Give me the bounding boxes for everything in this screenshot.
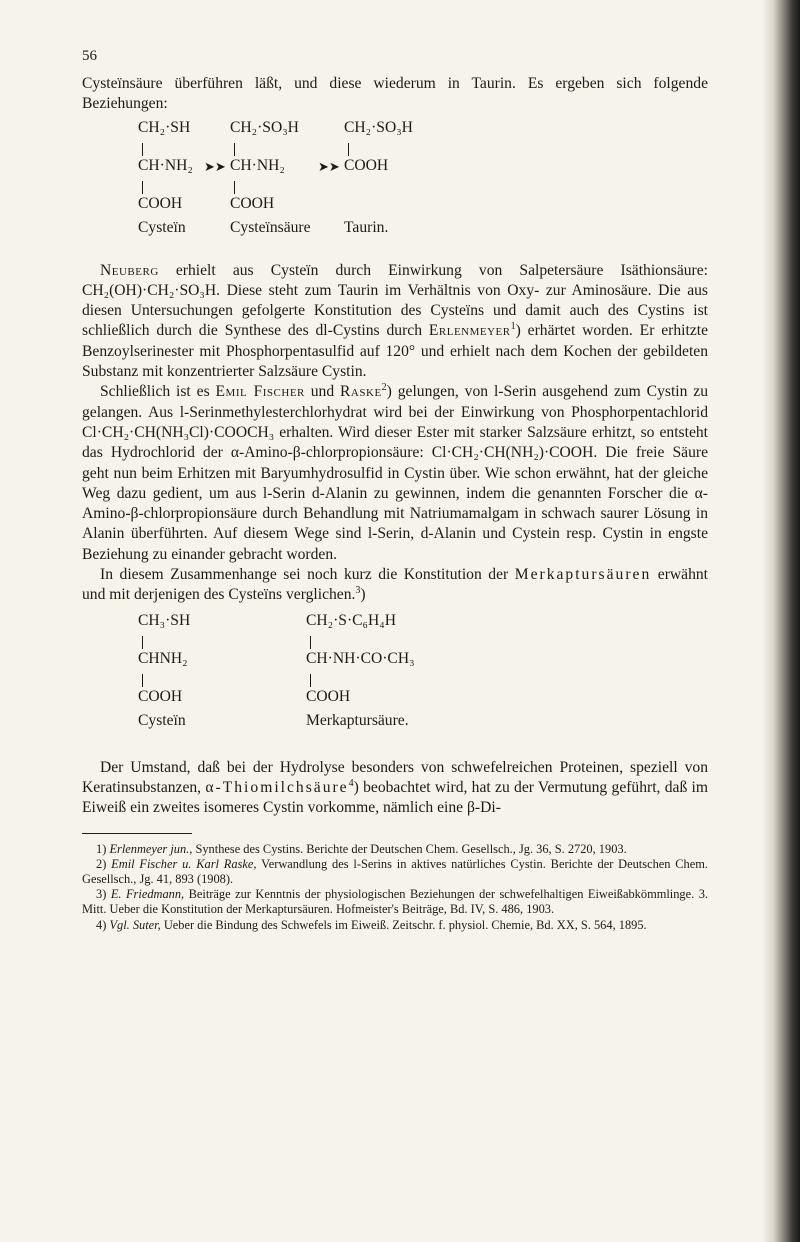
formula-text: COOH bbox=[138, 687, 183, 705]
paragraph-text: Der Umstand, daß bei der Hydrolyse besonders von schwefelreichen Proteinen, speziell von Keratinsubstanzen, bbox=[82, 758, 708, 796]
formula-label: Taurin. bbox=[344, 218, 389, 236]
emphasized-term: Merkaptursäuren bbox=[514, 566, 652, 584]
paragraph-intro: Cysteïnsäure überführen läßt, und diese wiederum in Taurin. Es ergeben sich folgende Beziehungen: bbox=[82, 75, 708, 113]
paragraph-thiomilch: Der Umstand, daß bei der Hydrolyse besonders von schwefelreichen Proteinen, speziell von Keratinsubstanzen, α-Thiomilchsäure$^4$) beobachtet wird, hat zu der Vermutung geführt, daß im Eiweiß ein zweites isomeres Cystin vorkomme, nämlich eine β-Di- bbox=[82, 758, 708, 817]
author-name: Emil Fischer bbox=[215, 383, 305, 401]
bond-line bbox=[310, 674, 311, 687]
author-name: Raske bbox=[340, 383, 382, 401]
paragraph-text: erhielt aus Cysteïn durch Einwirkung von Salpetersäure Isäthionsäure: CH₂(OH)·CH₂·SO₃H. Diese steht zum Taurin im Verhältnis von Oxy- zur Aminosäure. Die aus diesen Untersuchungen gefolgerte Konstitution des Cysteïns und damit auch des Cystins ist schließlich durch die Synthese des dl-Cystins durch bbox=[82, 261, 708, 340]
footnote-author: Vgl. Suter, bbox=[109, 917, 161, 932]
formula-text: COOH bbox=[306, 687, 351, 705]
footnote-ref: 2 bbox=[381, 382, 387, 394]
formula-cystein-taurin bbox=[82, 119, 708, 259]
paragraph-text: beobachtet wird, hat zu der Vermutung geführt, daß im Eiweiß ein zweites isomeres Cystin vorkomme, nämlich eine β-Di- bbox=[82, 778, 708, 817]
footnote-number: 2) bbox=[96, 856, 107, 871]
formula-text: CH₂·SH bbox=[138, 118, 191, 136]
formula-label: Cysteïn bbox=[138, 218, 186, 236]
formula-text: CH₂·SO₃H bbox=[344, 118, 413, 136]
bond-line bbox=[142, 181, 143, 194]
emphasized-term: α-Thiomilchsäure bbox=[205, 778, 349, 796]
page-number: 56 bbox=[82, 48, 97, 64]
paragraph-merkaptur: In diesem Zusammenhange sei noch kurz die Konstitution der Merkaptursäuren erwähnt und mit derjenigen des Cysteïns verglichen.$^3$) bbox=[82, 566, 709, 604]
bond-line bbox=[142, 636, 143, 649]
footnote-author: Emil Fischer u. Karl Raske, bbox=[111, 856, 257, 871]
footnote-text: Synthese des Cystins. Berichte der Deutschen Chem. Gesellsch., Jg. 36, S. 2720, 1903. bbox=[192, 841, 627, 856]
bond-line bbox=[348, 143, 349, 156]
bond-line bbox=[142, 674, 143, 687]
formula-text: COOH bbox=[138, 194, 183, 212]
footnote-ref: 4 bbox=[348, 777, 354, 789]
paragraph-fischer bbox=[82, 382, 708, 565]
arrow-icon: ➤➤ bbox=[204, 158, 226, 174]
formula-text: CHNH₂ bbox=[138, 649, 188, 667]
paragraph-text: erwähnt und mit derjenigen des Cysteïns verglichen. bbox=[82, 566, 709, 604]
footnote-text: Ueber die Bindung des Schwefels im Eiweiß. Zeitschr. f. physiol. Chemie, Bd. XX, S. 564, 1895. bbox=[160, 917, 647, 932]
arrow-icon: ➤➤ bbox=[318, 158, 340, 174]
formula-text: CH·NH·CO·CH₃ bbox=[306, 649, 415, 667]
bond-line bbox=[234, 143, 235, 156]
author-name: Erlenmeyer bbox=[428, 322, 511, 340]
author-name: Neuberg bbox=[100, 261, 159, 279]
page-body bbox=[82, 74, 708, 933]
footnote-number: 3) bbox=[96, 887, 107, 902]
formula-label: Merkaptursäure. bbox=[306, 711, 409, 729]
footnote-2 bbox=[82, 857, 708, 887]
footnote-number: 1) bbox=[96, 841, 107, 856]
footnote-author: E. Friedmann, bbox=[110, 887, 185, 902]
formula-merkaptursaeure bbox=[82, 612, 708, 752]
book-spine-shadow bbox=[762, 0, 800, 1242]
footnote-author: Erlenmeyer jun., bbox=[109, 841, 193, 856]
bond-line bbox=[310, 636, 311, 649]
formula-text: COOH bbox=[230, 194, 275, 212]
formula-text: CH₃·SH bbox=[138, 611, 191, 629]
formula-text: COOH bbox=[344, 156, 389, 174]
formula-text: CH₂·S·C₆H₄H bbox=[306, 611, 396, 629]
paragraph-text: und bbox=[304, 383, 341, 401]
paragraph-text: ) erhärtet worden. Er erhitzte Benzoylserinester mit Phosphorpentasulfid auf 120° und erhielt nach dem Kochen der gebildeten Substanz mit konzentrierter Salzsäure Cystin. bbox=[82, 322, 708, 381]
footnote-1 bbox=[82, 842, 708, 857]
footnote-text: Verwandlung des l-Serins in aktives natürliches Cystin. Berichte der Deutschen Chem. Gesellsch., Jg. 41, 893 (1908). bbox=[82, 856, 708, 886]
formula-text: CH·NH₂ bbox=[138, 156, 193, 174]
footnote-ref: 3 bbox=[355, 585, 361, 597]
footnote-number: 4) bbox=[96, 917, 107, 932]
paragraph-text: Schließlich ist es bbox=[100, 383, 216, 401]
footnote-divider bbox=[82, 833, 192, 834]
paragraph-neuberg bbox=[82, 261, 708, 383]
bond-line bbox=[142, 143, 143, 156]
paragraph-text: In diesem Zusammenhange sei noch kurz die Konstitution der bbox=[100, 566, 515, 584]
footnote-4 bbox=[82, 918, 708, 933]
formula-text: CH·NH₂ bbox=[230, 156, 285, 174]
formula-label: Cysteïnsäure bbox=[230, 218, 311, 236]
footnote-ref: 1 bbox=[510, 321, 516, 333]
footnote-text: Beiträge zur Kenntnis der physiologischen Beziehungen der schwefelhaltigen Eiweißabkömmlinge. 3. Mitt. Ueber die Konstitution der Merkaptursäuren. Hofmeister's Beiträge, Bd. IV, S. 486, 1903. bbox=[82, 887, 708, 917]
footnote-3 bbox=[82, 887, 708, 917]
formula-label: Cysteïn bbox=[138, 711, 186, 729]
paragraph-text: ) gelungen, von l-Serin ausgehend zum Cystin zu gelangen. Aus l-Serinmethylesterchlorhydrat wird bei der Einwirkung von Phosphorpentachlorid Cl·CH₂·CH(NH₃Cl)·COOCH₃ erhalten. Wird dieser Ester mit starker Salzsäure erhitzt, so entsteht das Hydrochlorid der α-Amino-β-chlorpropionsäure: Cl·CH₂·CH(NH₂)·COOH. Die freie Säure geht nun beim Erhitzen mit Baryumhydrosulfid in Cystin über. Wie schon erwähnt, hat der gleiche Weg dazu gedient, um aus l-Serin d-Alanin zu gewinnen, indem die genannten Forscher die α-Amino-β-chlorpropionsäure durch Behandlung mit Natriumamalgam in schwach saurer Lösung in Alanin überführten. Auf diesem Wege sind l-Serin, d-Alanin und Cystein resp. Cystin in engste Beziehung zu einander gebracht worden. bbox=[82, 383, 709, 563]
bond-line bbox=[234, 181, 235, 194]
formula-text: CH₂·SO₃H bbox=[230, 118, 299, 136]
